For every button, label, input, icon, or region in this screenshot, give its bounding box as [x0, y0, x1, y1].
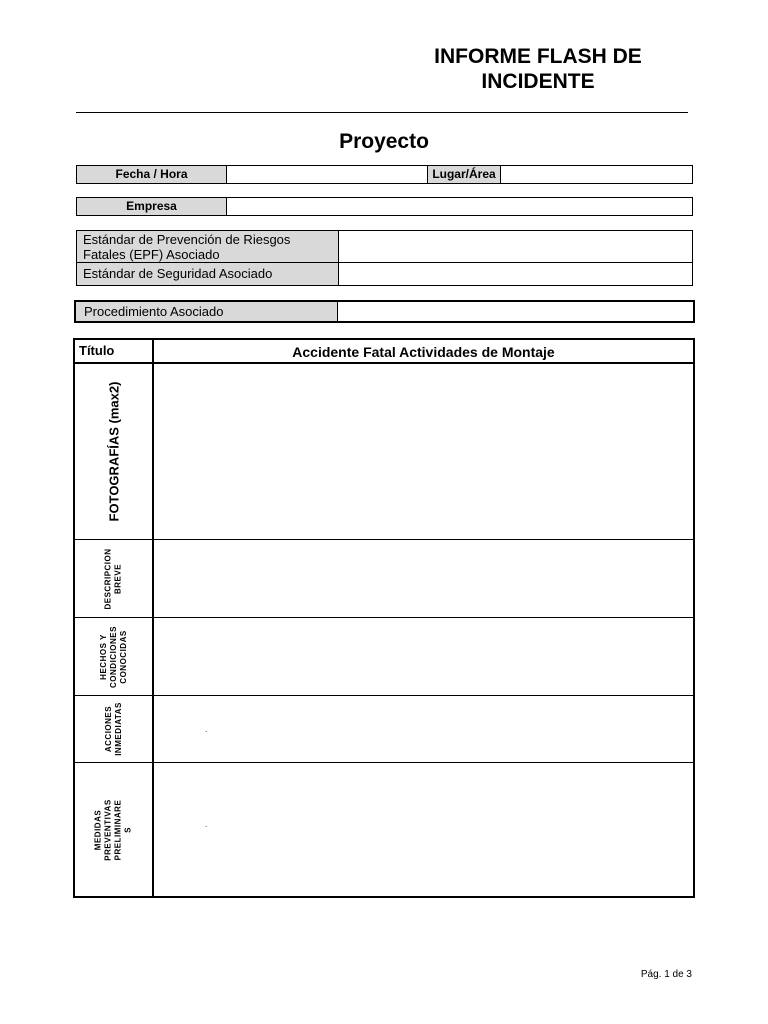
epf-field[interactable] — [339, 231, 692, 263]
fotografias-label: FOTOGRAFÍAS (max2) — [106, 381, 122, 522]
descripcion-cell — [75, 540, 152, 617]
incident-table — [73, 338, 695, 898]
report-title-line1: INFORME FLASH DE — [434, 45, 642, 68]
procedimiento-field[interactable] — [339, 302, 693, 321]
medidas-dot: . — [205, 820, 208, 829]
fotografias-cell — [75, 364, 152, 539]
standards-block — [76, 230, 693, 286]
medidas-label: MEDIDAS PREVENTIVAS PRELIMINARE S — [93, 798, 133, 861]
empresa-label: Empresa — [77, 198, 227, 215]
empresa-row — [76, 197, 693, 216]
fecha-hora-label: Fecha / Hora — [77, 166, 227, 183]
procedimiento-label: Procedimiento Asociado — [76, 302, 338, 321]
fecha-lugar-row — [76, 165, 693, 184]
procedimiento-row — [74, 300, 695, 323]
acciones-dot: . — [205, 725, 208, 734]
epf-label: Estándar de Prevención de Riesgos Fatales (EPF) Asociado — [77, 231, 339, 263]
seguridad-label: Estándar de Seguridad Asociado — [77, 263, 339, 285]
empresa-field[interactable] — [228, 198, 692, 215]
acciones-label: ACCIONES INMEDIATAS — [103, 702, 123, 756]
acciones-cell — [75, 696, 152, 762]
medidas-area[interactable] — [154, 763, 693, 896]
report-title — [380, 44, 696, 94]
report-title-line2: INCIDENTE — [481, 70, 595, 93]
header-divider — [76, 112, 688, 113]
hechos-label: HECHOS Y CONDICIONES CONOCIDAS — [98, 625, 128, 688]
fotografias-area[interactable] — [154, 364, 693, 539]
descripcion-label: DESCRIPCION BREVE — [103, 547, 123, 610]
lugar-area-field[interactable] — [502, 166, 692, 183]
seguridad-field[interactable] — [339, 263, 692, 285]
hechos-area[interactable] — [154, 618, 693, 695]
lugar-area-label: Lugar/Área — [427, 166, 501, 183]
titulo-label: Título — [79, 343, 115, 358]
project-heading: Proyecto — [339, 130, 429, 153]
acciones-area[interactable] — [154, 696, 693, 762]
titulo-value[interactable]: Accidente Fatal Actividades de Montaje — [292, 344, 555, 360]
hechos-cell — [75, 618, 152, 695]
descripcion-area[interactable] — [154, 540, 693, 617]
medidas-cell — [75, 763, 152, 896]
page-number: Pág. 1 de 3 — [640, 969, 692, 980]
